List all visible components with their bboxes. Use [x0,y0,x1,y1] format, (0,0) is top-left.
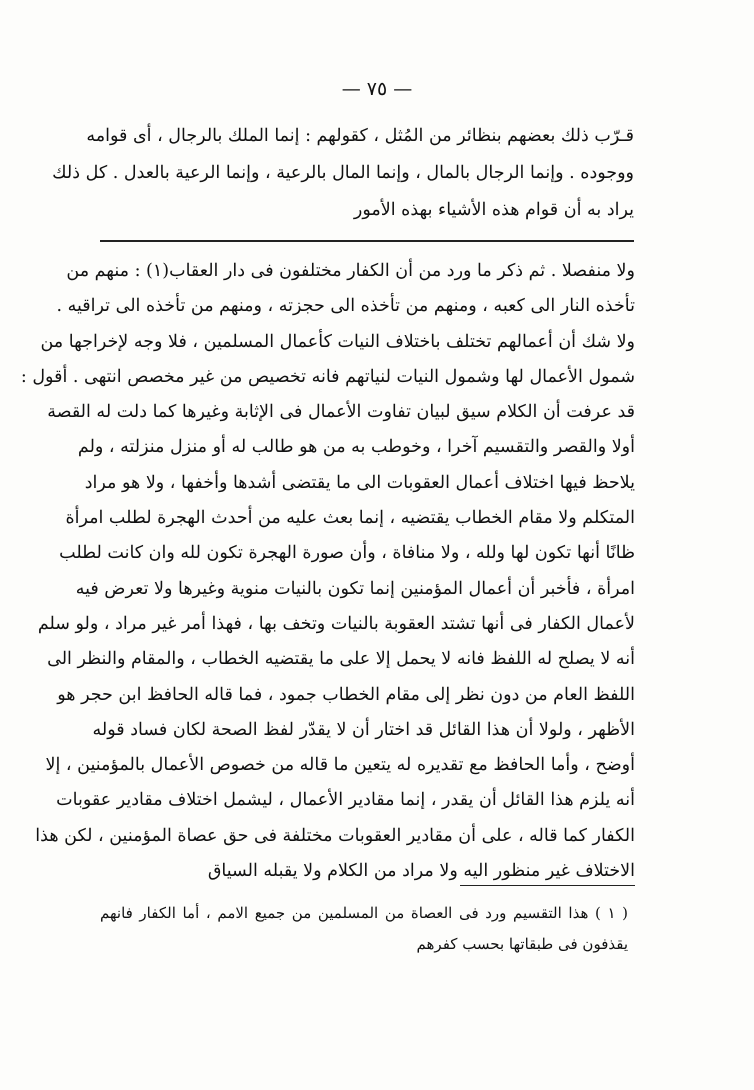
text-line: الاختلاف غير منظور اليه ولا مراد من الكلام ولا يقبله السياق [207,861,635,882]
text-line: يراد به أن قوام هذه الأشياء بهذه الأمور [353,200,634,220]
text-line: قد عرفت أن الكلام سيق لبيان تفاوت الأعمال فى الإثابة وغيرها كما دلت له القصة [47,402,635,423]
text-line: اللفظ العام من دون نظر إلى مقام الخطاب جمود ، فما قاله الحافظ ابن حجر هو [57,684,635,705]
text-line: أنه لا يصلح له اللفظ فانه لا يحمل إلا على ما يقتضيه الخطاب ، والمقام والنظر الى [47,649,635,670]
top-paragraph [52,118,634,229]
text-line: ولا شك أن أعمالهم تختلف باختلاف النيات كأعمال المسلمين ، فلا وجه لإخراجها من [40,331,635,352]
text-line: يلاحظ فيها اختلاف أعمال العقوبات الى ما يقتضى أشدها وأخفها ، ولا هو مراد [84,472,635,493]
text-line: أنه يلزم هذا القائل أن يقدر ، إنما مقادير الأعمال ، ليشمل اختلاف مقادير عقوبات [56,790,635,811]
text-line: أوضح ، وأما الحافظ مع تقديره له يتعين ما قاله من خصوص الأعمال بالمؤمنين ، إلا [45,755,635,776]
main-text [20,254,635,889]
text-line: الأظهر ، ولولا أن هذا القائل قد اختار أن لا يقدّر لفظ الصحة لكان فساد قوله [92,719,635,740]
section-divider [100,240,634,242]
text-line: أولا والقصر والتقسيم آخرا ، وخوطب به من هو طالب له أو منزل منزلته ، ولم [77,437,635,458]
footnote-line: ( ١ ) هذا التقسيم ورد فى العصاة من المسلمين من جميع الامم ، أما الكفار فانهم [100,904,628,922]
text-line: المتكلم ولا مقام الخطاب يقتضيه ، إنما بعث عليه من أحدث الهجرة لطلب امرأة [65,508,635,529]
text-line: ووجوده . وإنما الرجال بالمال ، وإنما المال بالرعية ، وإنما الرعية بالعدل . كل ذلك [52,163,634,183]
text-line: لأعمال الكفار فى أنها تشتد العقوبة بالنيات وتخف بها ، فهذا أمر غير مراد ، ولو سلم [37,613,635,634]
footnote-divider [460,885,635,886]
footnote-line: يقذفون فى طبقاتها بحسب كفرهم [416,935,628,953]
page-number: — ٧٥ — [341,78,413,100]
text-line: تأخذه النار الى كعبه ، ومنهم من تأخذه الى حجزته ، ومنهم من تأخذه الى تراقيه . [56,296,635,317]
text-line: شمول الأعمال لها وشمول النيات لنياتهم فانه تخصيص من غير مخصص انتهى . أقول : [20,366,635,387]
text-line: ولا منفصلا . ثم ذكر ما ورد من أن الكفار مختلفون فى دار العقاب(١) : منهم من [66,261,635,281]
footnote [100,898,628,960]
text-line: الكفار كما قاله ، على أن مقادير العقوبات مختلفة فى حق عصاة المؤمنين ، لكن هذا [35,825,635,846]
text-line: ظانًا أنها تكون لها ولله ، ولا منافاة ، وأن صورة الهجرة تكون لله وان كانت لطلب [59,543,635,564]
text-line: قـرّب ذلك بعضهم بنظائر من المُثل ، كقولهم : إنما الملك بالرجال ، أى قوامه [86,126,634,146]
text-line: امرأة ، فأخبر أن أعمال المؤمنين إنما تكون بالنيات منوية وغيرها ولا تعرض فيه [75,578,635,599]
